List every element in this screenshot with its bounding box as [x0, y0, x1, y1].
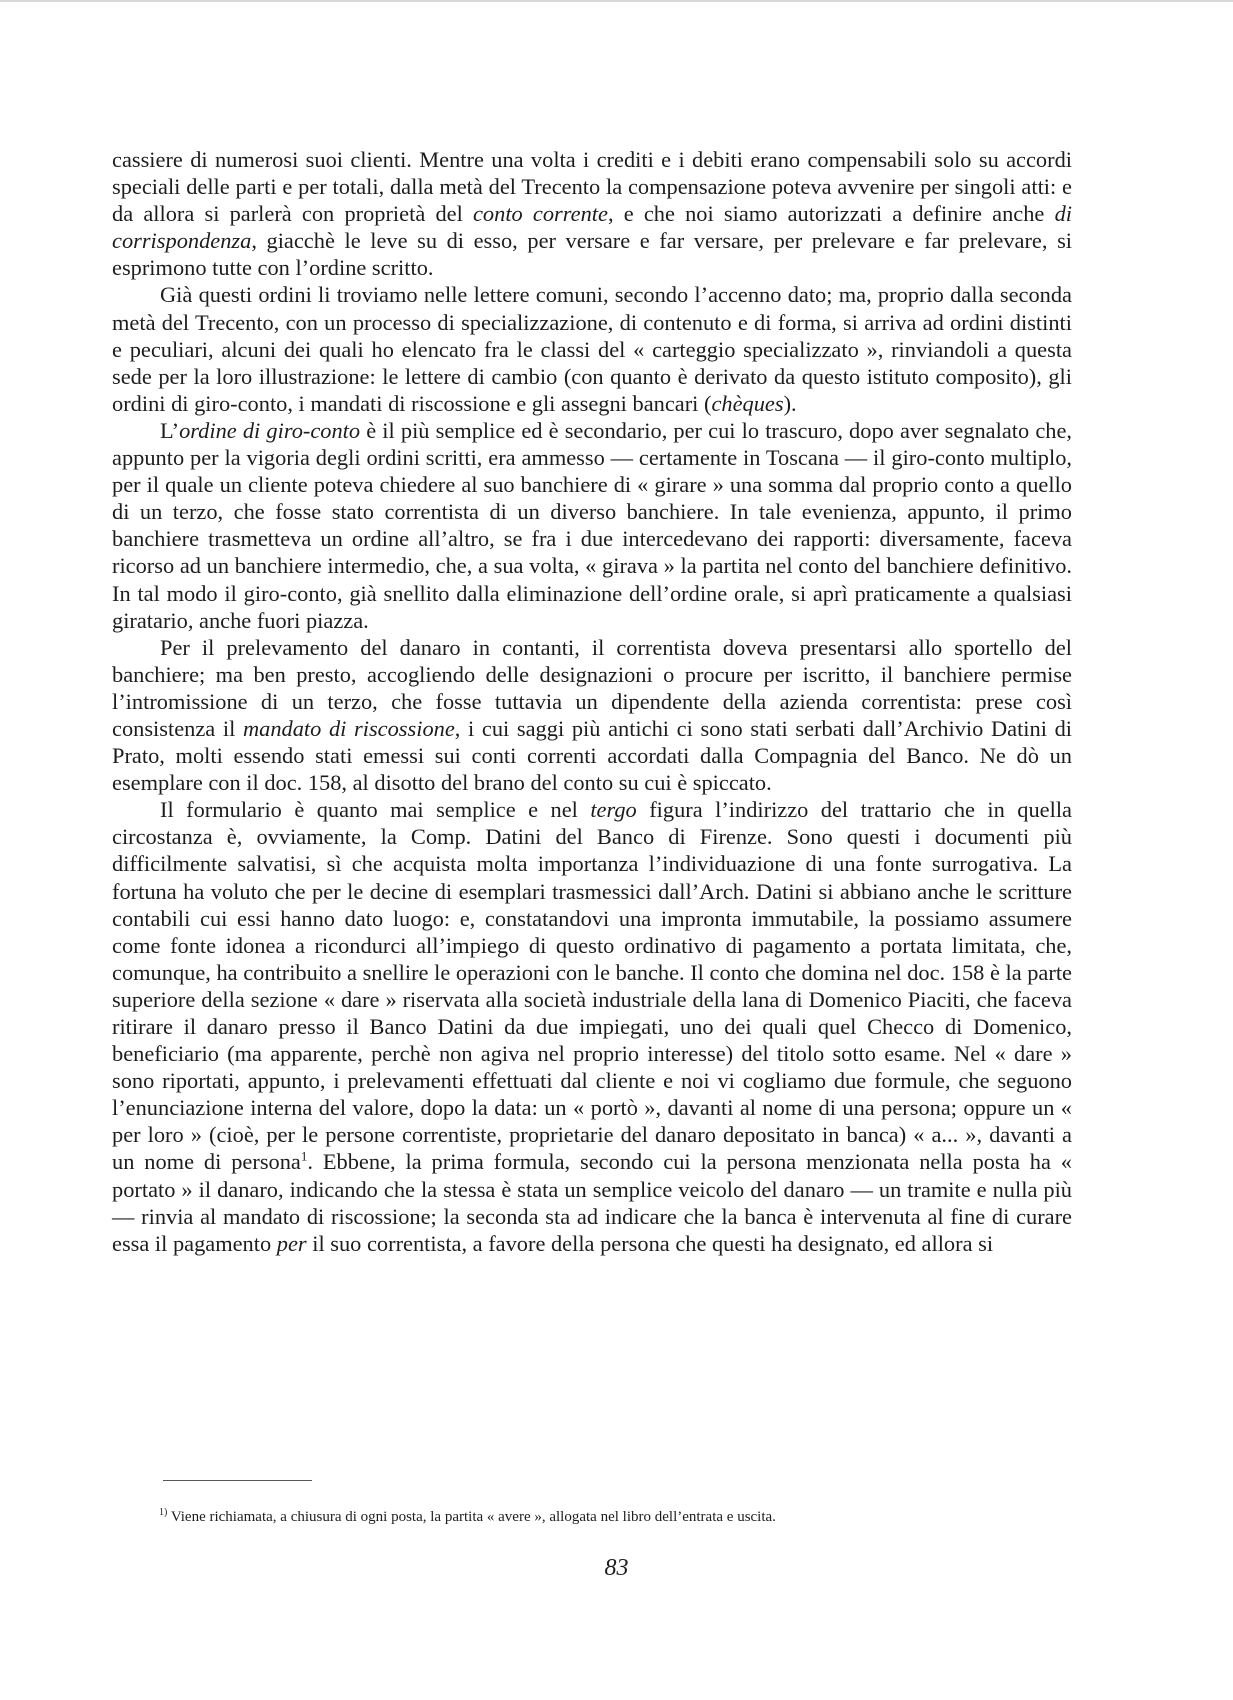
- footnote-marker: 1): [159, 1507, 168, 1518]
- text-run: Il formulario è quanto mai semplice e nel: [160, 797, 591, 823]
- paragraph-4: [112, 634, 1072, 797]
- footnote-text: Viene richiamata, a chiusura di ogni posta, la partita « avere », allogata nel libro dell’entrata e uscita.: [167, 1509, 776, 1525]
- text-run: cassiere di numerosi suoi clienti. Mentre una volta i crediti e i debiti erano compensabili solo su accordi speciali delle parti e per totali, dalla metà del Trecento la compensazione poteva avvenire per singoli atti: e da allora si parlerà con proprietà del: [112, 147, 1072, 227]
- italic-text: chèques: [711, 390, 784, 416]
- text-run: il suo correntista, a favore della persona che questi ha designato, ed allora si: [306, 1230, 994, 1256]
- text-run: , e che noi siamo autorizzati a definire anche: [607, 201, 1055, 227]
- text-run: , i cui saggi più antichi ci sono stati serbati dall’Archivio Datini di Prato, molti essendo stati emessi sui conti correnti accordati dalla Compagnia del Banco. Ne dò un esemplare con il doc. 158, al disotto del brano del conto su cui è spiccato.: [112, 715, 1072, 796]
- paragraph-2: [112, 281, 1072, 416]
- text-run: Già questi ordini li troviamo nelle lettere comuni, secondo l’accenno dato; ma, proprio dalla seconda metà del Trecento, con un processo di specializzazione, di contenuto e di forma, si arriva ad ordini distinti e peculiari, alcuni dei quali ho elencato fra le classi del « carteggio specializzato », rinviandoli a questa sede per la loro illustrazione: le lettere di cambio (con quanto è derivato da questo istituto composito), gli ordini di giro-conto, i mandati di riscossione e gli assegni bancari (: [112, 282, 1072, 416]
- italic-text: ordine di giro-conto: [179, 417, 361, 443]
- footnote-reference: 1: [300, 1149, 308, 1164]
- italic-text: mandato di riscossione: [242, 715, 455, 741]
- footnote-separator: [163, 1480, 312, 1481]
- text-run: Per il prelevamento del danaro in contanti, il correntista doveva presentarsi allo sportello del banchiere; ma ben presto, accogliendo delle designazioni o procure per iscritto, il banchiere permise l’intromissione di un terzo, che fosse tuttavia un dipendente della azienda correntista: prese così consistenza il: [112, 634, 1072, 741]
- text-run: , giacchè le leve su di esso, per versare e far versare, per prelevare e far prelevare, si esprimono tutte con l’ordine scritto.: [112, 228, 1072, 281]
- text-run: figura l’indirizzo del trattario che in quella circostanza è, ovviamente, la Comp. Datini del Banco di Firenze. Sono questi i documenti più difficilmente salvatisi, sì che acquista molta importanza l’individuazione di una fonte surrogativa. La fortuna ha voluto che per le decine di esemplari trasmessici dall’Arch. Datini si abbiano anche le scritture contabili cui essi hanno dato luogo: e, constatandovi una impronta immutabile, la possiamo assumere come fonte idonea a ricondurci all’impiego di questo ordinativo di pagamento a portata limitata, che, comunque, ha contribuito a snellire le operazioni con le banche. Il conto che domina nel doc. 158 è la parte superiore della sezione « dare » riservata alla società industriale della lana di Domenico Piaciti, che faceva ritirare il danaro presso il Banco Datini da due impiegati, uno dei quali quel Checco di Domenico, beneficiario (ma apparente, perchè non agiva nel proprio interesse) del titolo sotto esame. Nel « dare » sono riportati, appunto, i prelevamenti effettuati dal cliente e noi vi cogliamo due formule, che seguono l’enunciazione interna del valore, dopo la data: un « portò », davanti al nome di una persona; oppure un « per loro » (cioè, per le persone correntiste, proprietarie del danaro depositato in banca) « a... », davanti a un nome di persona: [112, 797, 1072, 1175]
- italic-text: per: [276, 1230, 307, 1256]
- text-run: ).: [783, 390, 797, 416]
- body-text: [112, 146, 1072, 1257]
- text-run: . Ebbene, la prima formula, secondo cui la persona menzionata nella posta ha « portato » il danaro, indicando che la stessa è stata un semplice veicolo del danaro — un tramite e nulla più — rinvia al mandato di riscossione; la seconda sta ad indicare che la banca è intervenuta al fine di curare essa il pagamento: [112, 1149, 1072, 1256]
- text-run: L’: [160, 417, 180, 443]
- top-edge-rule: [0, 0, 1233, 2]
- paragraph-3: [112, 417, 1072, 634]
- page-number: 83: [604, 1555, 629, 1581]
- footnote: [159, 1507, 1059, 1527]
- italic-text: conto corrente: [472, 201, 608, 227]
- text-run: è il più semplice ed è secondario, per cui lo trascuro, dopo aver segnalato che, appunto per la vigoria degli ordini scritti, era ammesso — certamente in Toscana — il giro-conto multiplo, per il quale un cliente poteva chiedere al suo banchiere di « girare » una somma dal proprio conto a quello di un terzo, che fosse stato correntista di un diverso banchiere. In tale evenienza, appunto, il primo banchiere trasmetteva un ordine all’altro, se fra i due intercedevano dei rapporti: diversamente, faceva ricorso ad un banchiere intermedio, che, a sua volta, « girava » la partita nel conto del banchiere definitivo. In tal modo il giro-conto, già snellito dalla eliminazione dell’ordine orale, si aprì praticamente a qualsiasi giratario, anche fuori piazza.: [112, 417, 1072, 633]
- paragraph-5: [112, 796, 1072, 1257]
- italic-text: tergo: [590, 797, 637, 823]
- paragraph-1: [112, 146, 1072, 281]
- italic-text: di corrispondenza: [112, 201, 1072, 254]
